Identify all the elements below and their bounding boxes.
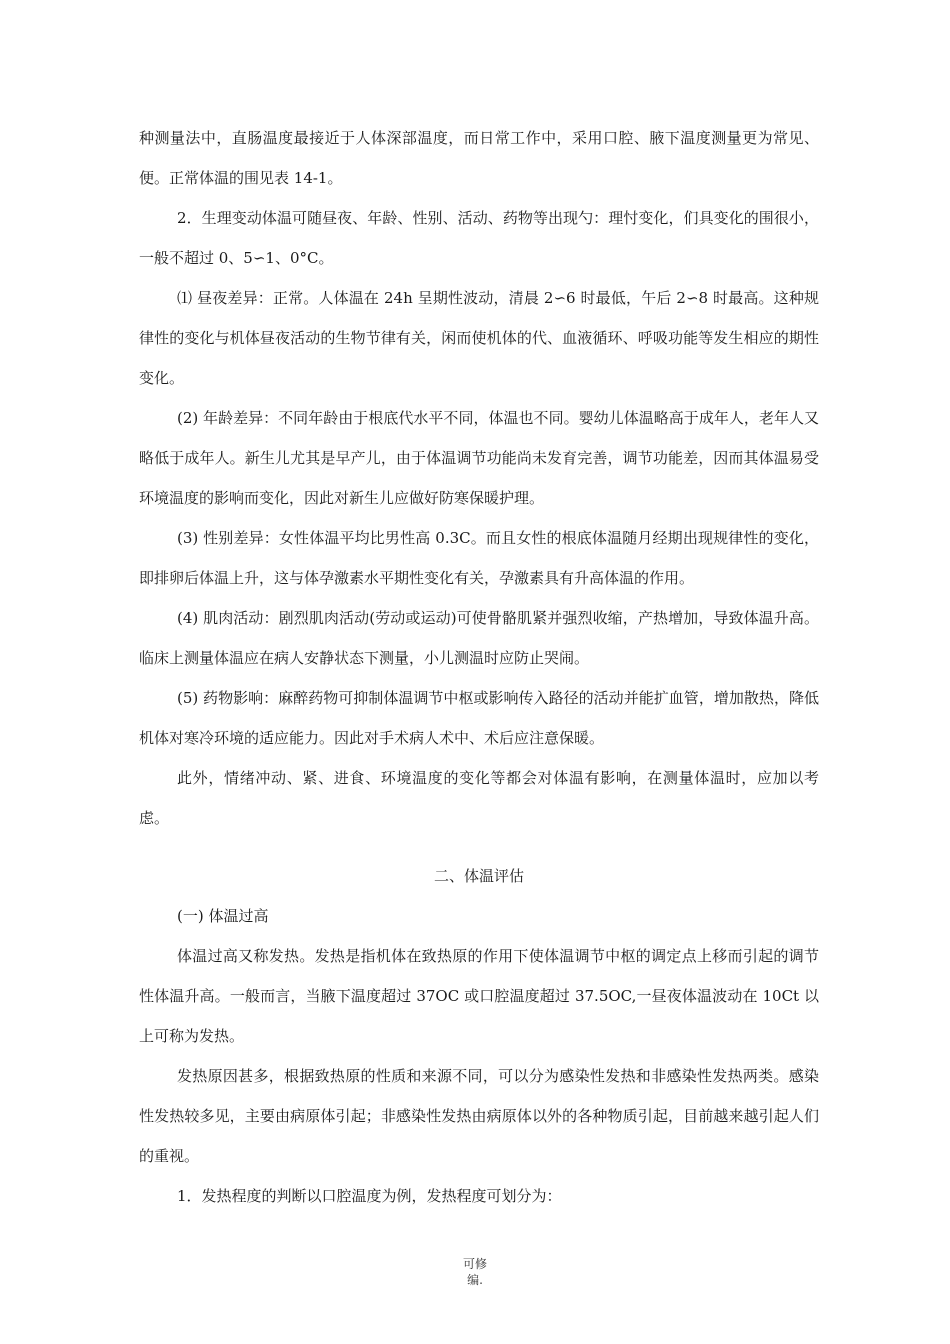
subsection-heading: (一) 体温过高	[177, 907, 269, 925]
paragraph: (5) 药物影响：麻醉药物可抑制体温调节中枢或影响传入路径的活动并能扩血管，增加散热，降低机体对寒冷环境的适应能力。因此对手术病人术中、术后应注意保暖。	[139, 689, 819, 747]
page-footer	[0, 1256, 950, 1288]
paragraph: 体温过高又称发热。发热是指机体在致热原的作用下使体温调节中枢的调定点上移而引起的调节性体温升高。一般而言，当腋下温度超过 37OC 或口腔温度超过 37.5OC,一昼夜体温波动在 10Ct 以上可称为发热。	[139, 947, 819, 1045]
paragraph: 此外，情绪冲动、紧、进食、环境温度的变化等都会对体温有影响，在测量体温时，应加以考虑。	[139, 769, 819, 827]
paragraph: 种测量法中，直肠温度最接近于人体深部温度，而日常工作中，采用口腔、腋下温度测量更为常见、便。正常体温的围见表 14-1。	[139, 129, 819, 187]
paragraph: (4) 肌肉活动：剧烈肌肉活动(劳动或运动)可使骨骼肌紧并强烈收缩，产热增加，导致体温升高。临床上测量体温应在病人安静状态下测量，小儿测温时应防止哭闹。	[139, 609, 819, 667]
section-heading: 二、体温评估	[433, 867, 524, 885]
document-body	[139, 118, 819, 1216]
paragraph: 2．生理变动体温可随昼夜、年龄、性别、活动、药物等出现勺：理忖变化，们具变化的围很小，一般不超过 0、5∽1、0°C。	[139, 209, 819, 267]
paragraph: 发热原因甚多，根据致热原的性质和来源不同，可以分为感染性发热和非感染性发热两类。感染性发热较多见，主要由病原体引起；非感染性发热由病原体以外的各种物质引起，目前越来越引起人们的重视。	[139, 1067, 819, 1165]
paragraph: 1．发热程度的判断以口腔温度为例，发热程度可划分为：	[177, 1187, 562, 1205]
paragraph: (2) 年龄差异：不同年龄由于根底代水平不同，体温也不同。婴幼儿体温略高于成年人，老年人又略低于成年人。新生儿尤其是早产儿，由于体温调节功能尚未发育完善，调节功能差，因而其体温易受环境温度的影响而变化，因此对新生儿应做好防寒保暖护理。	[139, 409, 819, 507]
footer-line: 可修	[462, 1257, 487, 1271]
footer-line: 编.	[467, 1273, 483, 1287]
paragraph: (3) 性别差异：女性体温平均比男性高 0.3C。而且女性的根底体温随月经期出现规律性的变化，即排卵后体温上升，这与体孕激素水平期性变化有关，孕激素具有升高体温的作用。	[139, 529, 819, 587]
paragraph: ⑴ 昼夜差异：正常。人体温在 24h 呈期性波动，清晨 2∽6 时最低，午后 2∽8 时最高。这种规律性的变化与机体昼夜活动的生物节律有关，闲而使机体的代、血液循环、呼吸功能等发生相应的期性变化。	[139, 289, 819, 387]
